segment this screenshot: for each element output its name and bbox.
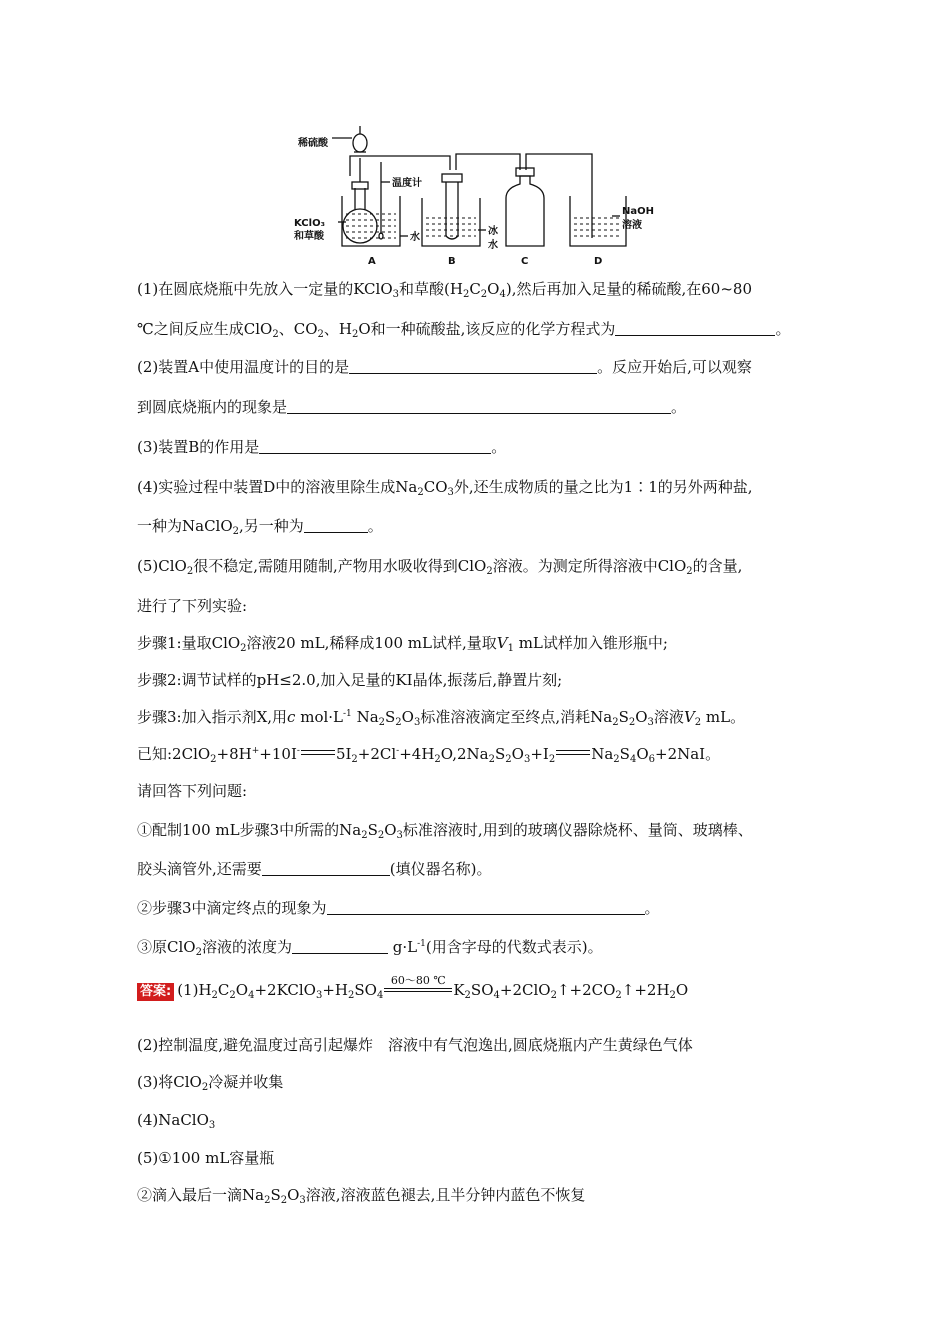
answer-line-2: (2)控制温度,避免温度过高引起爆炸 溶液中有气泡逸出,圆底烧瓶内产生黄绿色气体 bbox=[137, 1036, 693, 1054]
q1-line-2: ℃之间反应生成ClO$_2$、$CO_2$、$H_2O$和一种硫酸盐,该反应的化学方程式为 。 bbox=[137, 320, 791, 340]
label-dilute-acid: 稀硫酸 bbox=[298, 138, 328, 149]
answer-blank[interactable] bbox=[259, 438, 491, 454]
label-reactants-1: KClO₃ bbox=[294, 218, 325, 229]
q5-line-1: (5)ClO$_2$很不稳定,需随用随制,产物用水吸收得到ClO$_2$溶液。为测定所得溶液中ClO$_2$的含量, bbox=[137, 557, 743, 577]
answer-line-6: ②滴入最后一滴$Na_2S_2O_3$溶液,溶液蓝色褪去,且半分钟内蓝色不恢复 bbox=[137, 1186, 586, 1206]
label-water: 水 bbox=[410, 232, 420, 243]
label-ice-1: 冰 bbox=[488, 226, 498, 237]
answer-blank[interactable] bbox=[349, 358, 597, 374]
q3-line: (3)装置B的作用是 。 bbox=[137, 438, 507, 456]
q2-line-1: (2)装置A中使用温度计的目的是 。反应开始后,可以观察 bbox=[137, 358, 752, 376]
sub-question-3: ③原ClO$_2$溶液的浓度为 $g\cdot L^{-1}$(用含字母的代数式表示)。 bbox=[137, 938, 603, 958]
answer-blank[interactable] bbox=[327, 899, 645, 915]
q2-line-2: 到圆底烧瓶内的现象是 。 bbox=[137, 398, 687, 416]
reaction-condition: 60～80 ℃ bbox=[384, 977, 452, 997]
label-a: A bbox=[368, 256, 376, 267]
label-naoh-1: NaOH bbox=[622, 206, 654, 217]
label-thermometer: 温度计 bbox=[392, 178, 422, 189]
sub-question-2: ②步骤3中滴定终点的现象为 。 bbox=[137, 899, 660, 917]
answer-blank[interactable] bbox=[262, 860, 390, 876]
answer-blank[interactable] bbox=[615, 320, 775, 336]
sub-question-1: ①配制100 mL步骤3中所需的$Na_2S_2O_3$标准溶液时,用到的玻璃仪器除烧杯、量筒、玻璃棒、 bbox=[137, 821, 753, 841]
answer-line-5: (5)①100 mL容量瓶 bbox=[137, 1149, 275, 1167]
q1-line-1: (1)在圆底烧瓶中先放入一定量的KClO$_3$和草酸$(H_2C_2O_4)$,然后再加入足量的稀硫酸,在60~80 bbox=[137, 280, 752, 300]
apparatus-figure bbox=[292, 118, 672, 270]
label-ice-2: 水 bbox=[488, 240, 498, 251]
label-b: B bbox=[448, 256, 456, 267]
ask-line: 请回答下列问题: bbox=[137, 782, 248, 800]
q4-line-1: (4)实验过程中装置D中的溶液里除生成$Na_2CO_3$外,还生成物质的量之比为1∶1的另外两种盐, bbox=[137, 478, 753, 498]
answer-line-3: (3)将ClO$_2$冷凝并收集 bbox=[137, 1073, 284, 1093]
equals-sign bbox=[556, 746, 590, 760]
sub-question-1-line-2: 胶头滴管外,还需要 (填仪器名称)。 bbox=[137, 860, 492, 878]
answer-blank[interactable] bbox=[292, 938, 388, 954]
answer-badge: 答案: bbox=[137, 983, 174, 1001]
answer-blank[interactable] bbox=[287, 398, 671, 414]
q5-line-2: 进行了下列实验: bbox=[137, 597, 248, 615]
label-naoh-2: 溶液 bbox=[622, 220, 642, 231]
step-2: 步骤2:调节试样的pH≤2.0,加入足量的KI晶体,振荡后,静置片刻; bbox=[137, 671, 563, 689]
label-reactants-2: 和草酸 bbox=[294, 231, 324, 242]
step-3: 步骤3:加入指示剂X,用c $mol\cdot L^{-1}$ $Na_2S_2O_3$标准溶液滴定至终点,消耗$Na_2S_2O_3$溶液$V_2$ mL。 bbox=[137, 708, 746, 728]
step-1: 步骤1:量取ClO$_2$溶液20 mL,稀释成100 mL试样,量取$V_1$ mL试样加入锥形瓶中; bbox=[137, 634, 668, 654]
answer-line-4: (4)NaClO$_3$ bbox=[137, 1111, 216, 1131]
known-reactions: 已知:2ClO$_2$+8H++10I- $5I_2+2Cl^-+4H_2O,2Na_2S_2O_3+I_2$ $Na_2S_4O_6+2NaI$。 bbox=[137, 745, 721, 765]
q4-line-2: 一种为NaClO$_2$,另一种为 。 bbox=[137, 517, 383, 537]
label-c: C bbox=[521, 256, 529, 267]
label-d: D bbox=[594, 256, 603, 267]
answer-line-1: 答案: $(1)H_2C_2O_4+2KClO_3+H_2SO_4$ 60～80 ℃ $K_2SO_4+2ClO_2↑+2CO_2↑+2H_2O$ bbox=[137, 977, 688, 1001]
answer-blank[interactable] bbox=[304, 517, 368, 533]
equals-sign bbox=[301, 746, 335, 760]
